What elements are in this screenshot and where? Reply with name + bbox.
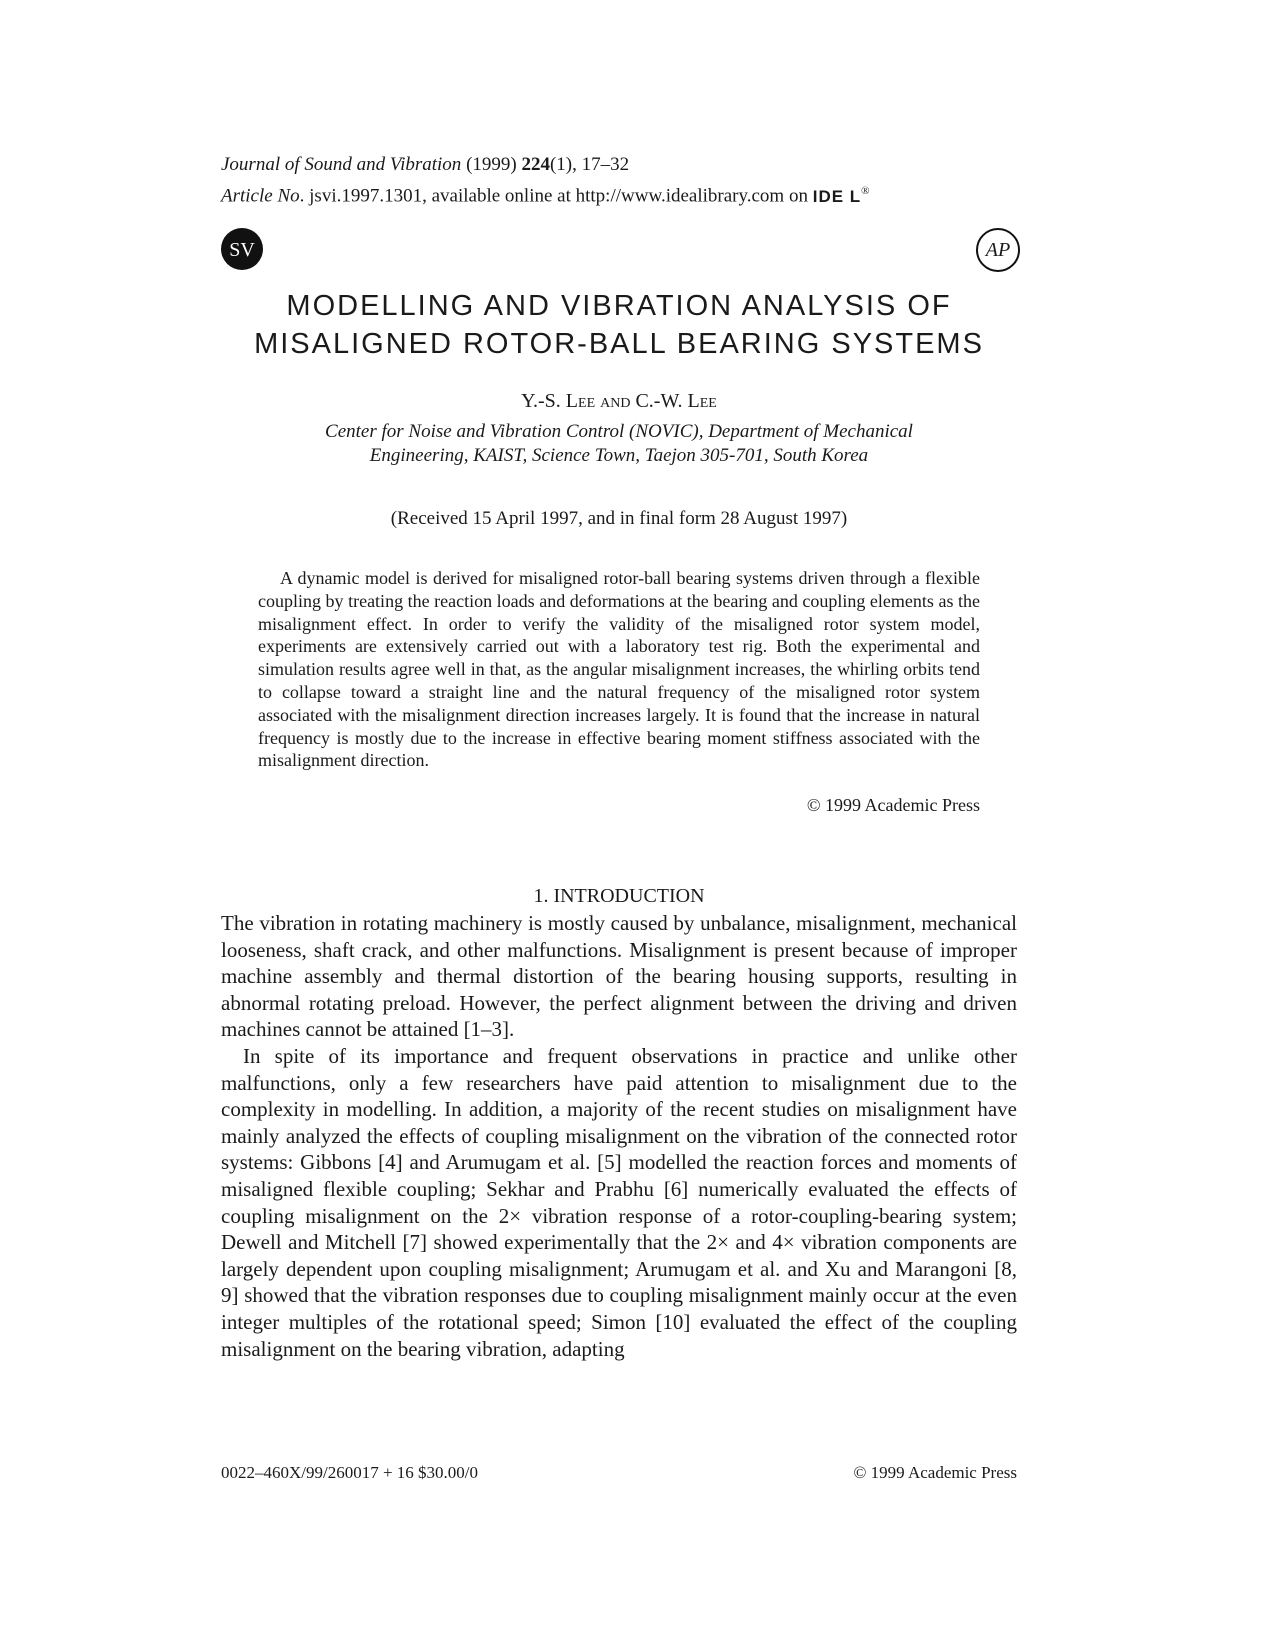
affiliation-line-1: Center for Noise and Vibration Control (NOVIC), Department of Mechanical [325, 421, 913, 442]
section-heading: 1. INTRODUCTION [533, 885, 705, 907]
sv-logo: SV [221, 228, 263, 270]
abstract-copyright: © 1999 Academic Press [806, 795, 980, 815]
ideal-logo: IDE L [812, 187, 862, 207]
article-label: Article No [221, 185, 300, 207]
journal-citation-line [221, 151, 870, 178]
abstract-text: A dynamic model is derived for misaligned rotor-ball bearing systems driven through a flexible coupling by treating the reaction loads and deformations at the bearing and coupling elements as the misalignment effect. In order to verify the validity of the misaligned rotor system model, experiments are extensively carried out with a laboratory test rig. Both the experimental and simulation results agree well in that, as the angular misalignment increases, the whirling orbits tend to collapse toward a straight line and the natural frequency of the misaligned rotor system associated with the misalignment direction increases largely. It is found that the increase in natural frequency is mostly due to the increase in effective bearing moment stiffness associated with the misalignment direction. [258, 568, 980, 771]
journal-issue-pages: (1), 17–32 [549, 154, 630, 175]
affiliation-line-2: Engineering, KAIST, Science Town, Taejon 305-701, South Korea [369, 445, 869, 466]
journal-header [221, 151, 870, 210]
title-line-1: MODELLING AND VIBRATION ANALYSIS OF [286, 290, 952, 322]
received-dates: (Received 15 April 1997, and in final form 28 August 1997) [390, 508, 848, 529]
article-line [221, 178, 870, 210]
page-title [221, 287, 1017, 363]
footer-code: 0022–460X/99/260017 + 16 $30.00/0 [221, 1463, 479, 1482]
paragraph-2: In spite of its importance and frequent observations in practice and unlike other malfunctions, only a few researchers have paid attention to misalignment due to the complexity in modelling. In addition, a majority of the recent studies on misalignment have mainly analyzed the effects of coupling misalignment on the vibration of the connected rotor systems: Gibbons [4] and Arumugam et al. [5] modelled the reaction forces and moments of misaligned flexible coupling; Sekhar and Prabhu [6] numerically evaluated the effects of coupling misalignment on the 2× vibration response of a rotor-coupling-bearing system; Dewell and Mitchell [7] showed experimentally that the 2× and 4× vibration components are largely dependent upon coupling misalignment; Arumugam et al. and Xu and Marangoni [8, 9] showed that the vibration responses due to coupling misalignment mainly occur at the even integer multiples of the rotational speed; Simon [10] evaluated the effect of the coupling misalignment on the bearing vibration, adapting [221, 1043, 1017, 1361]
ap-logo: AP [976, 228, 1020, 272]
footer-copyright: © 1999 Academic Press [853, 1463, 1017, 1482]
journal-year: (1999) [461, 154, 522, 175]
article-info: . jsvi.1997.1301, available online at http://www.idealibrary.com on [299, 185, 808, 207]
title-line-2: MISALIGNED ROTOR-BALL BEARING SYSTEMS [254, 328, 984, 360]
body-text [221, 910, 1017, 1362]
journal-name: Journal of Sound and Vibration [221, 154, 462, 175]
affiliation [258, 420, 980, 468]
paragraph-1: The vibration in rotating machinery is mostly caused by unbalance, misalignment, mechanical looseness, shaft crack, and other malfunctions. Misalignment is present because of improper machine assembly and thermal distortion of the bearing housing supports, resulting in abnormal rotating preload. However, the perfect alignment between the driving and driven machines cannot be attained [1–3]. [221, 911, 1017, 1042]
journal-volume: 224 [521, 154, 550, 175]
abstract [258, 567, 980, 772]
registered-mark: ® [861, 185, 870, 197]
authors: Y.-S. Lee and C.-W. Lee [521, 390, 717, 412]
